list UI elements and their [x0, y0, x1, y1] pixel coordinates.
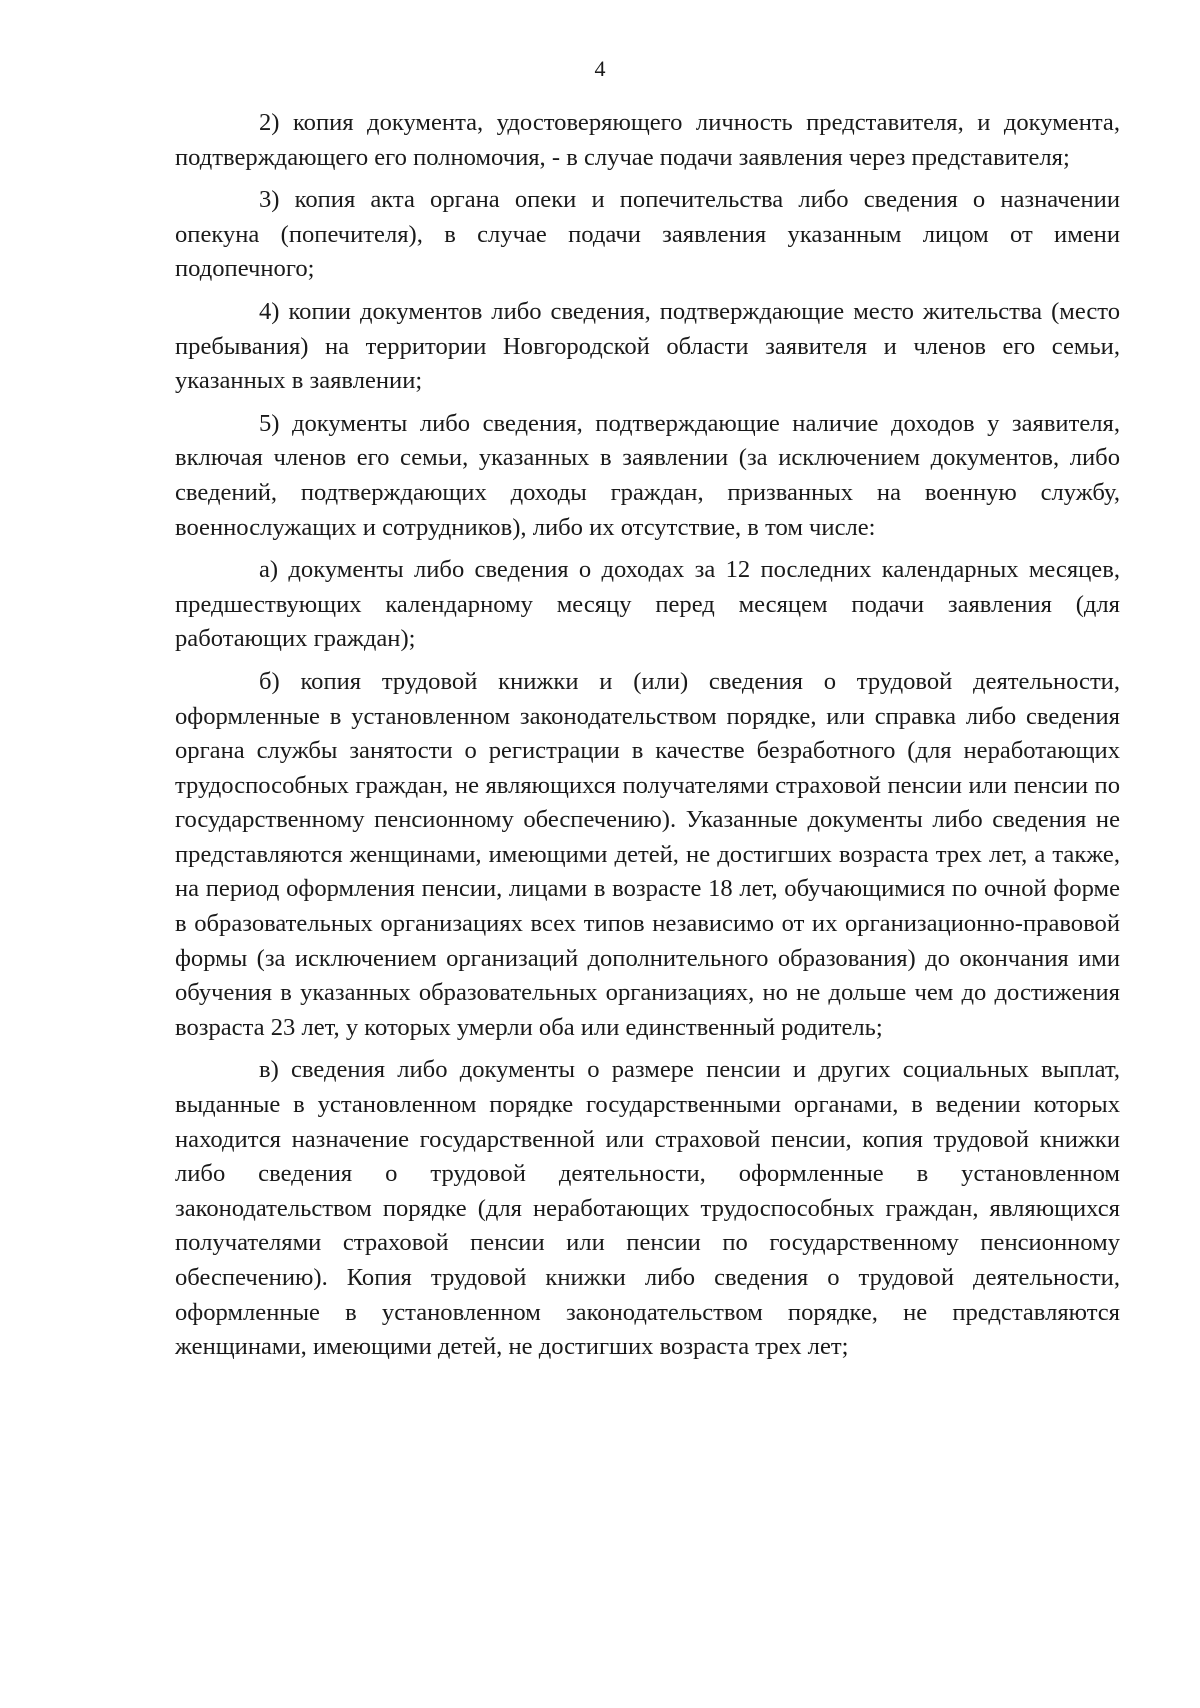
- document-body: [175, 106, 1120, 1373]
- page-number: 4: [594, 56, 606, 81]
- sub-item-v-pension-information: в) сведения либо документы о размере пенсии и других социальных выплат, выданные в установленном порядке государственными органами, в ведении которых находится назначение государственной или страховой пенсии, копия трудовой книжки либо сведения о трудовой деятельности, оформленные в установленном законодательством порядке (для неработающих трудоспособных граждан, являющихся получателями страховой пенсии или пенсии по государственному пенсионному обеспечению). Копия трудовой книжки либо сведения о трудовой деятельности, оформленные в установленном законодательством порядке, не представляются женщинами, имеющими детей, не достигших возраста трех лет;: [175, 1056, 1120, 1361]
- list-item-2-representative-documents: 2) копия документа, удостоверяющего личность представителя, и документа, подтверждающего его полномочия, - в случае подачи заявления через представителя;: [175, 109, 1120, 171]
- list-item-3-guardianship-act: 3) копия акта органа опеки и попечительства либо сведения о назначении опекуна (попечителя), в случае подачи заявления указанным лицом от имени подопечного;: [175, 186, 1120, 283]
- list-item-5-income-documents: 5) документы либо сведения, подтверждающие наличие доходов у заявителя, включая членов его семьи, указанных в заявлении (за исключением документов, либо сведений, подтверждающих доходы граждан, призванных на военную службу, военнослужащих и сотрудников), либо их отсутствие, в том числе:: [175, 409, 1120, 541]
- sub-item-a-income-12-months: а) документы либо сведения о доходах за 12 последних календарных месяцев, предшествующих календарному месяцу перед месяцем подачи заявления (для работающих граждан);: [175, 556, 1120, 653]
- list-item-4-residence-documents: 4) копии документов либо сведения, подтверждающие место жительства (место пребывания) на территории Новгородской области заявителя и членов его семьи, указанных в заявлении;: [175, 297, 1120, 395]
- sub-item-b-employment-record: б) копия трудовой книжки и (или) сведения о трудовой деятельности, оформленные в установленном законодательством порядке, или справка либо сведения органа службы занятости о регистрации в качестве безработного (для неработающих трудоспособных граждан, не являющихся получателями страховой пенсии или пенсии по государственному пенсионному обеспечению). Указанные документы либо сведения не представляются женщинами, имеющими детей, не достигших возраста трех лет, а также, на период оформления пенсии, лицами в возрасте 18 лет, обучающимися по очной форме в образовательных организациях всех типов независимо от их организационно-правовой формы (за исключением организаций дополнительного образования) до окончания ими обучения в указанных образовательных организациях, но не дольше чем до достижения возраста 23 лет, у которых умерли оба или единственный родитель;: [175, 667, 1120, 1041]
